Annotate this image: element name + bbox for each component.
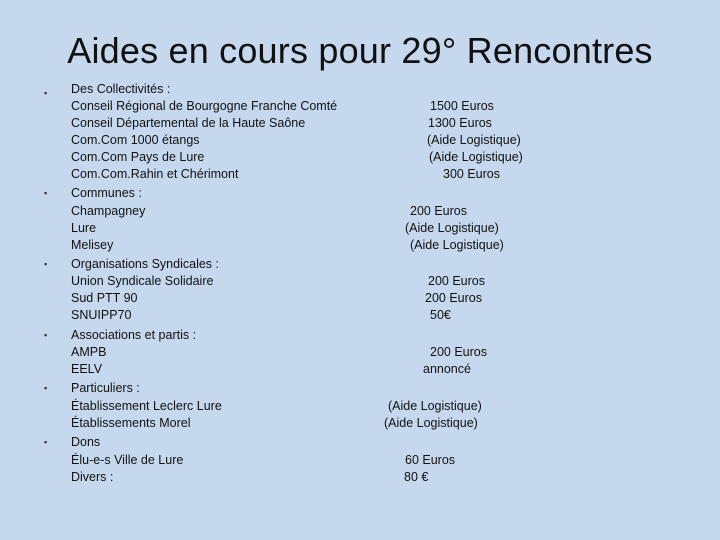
bullet-icon: ▪: [44, 188, 48, 198]
row-name: Champagney: [71, 204, 146, 218]
row-name: Conseil Régional de Bourgogne Franche Comté: [71, 99, 338, 113]
slide-title: Aides en cours pour 29° Rencontres: [67, 30, 653, 71]
row-amount: 80 €: [404, 470, 429, 484]
row-amount: 200 Euros: [430, 345, 487, 359]
row-name: AMPB: [71, 345, 107, 359]
row-name: Com.Com 1000 étangs: [71, 133, 200, 147]
bullet-icon: ▪: [44, 88, 48, 98]
section-heading-particuliers: Particuliers :: [71, 381, 140, 395]
section-heading-dons: Dons: [71, 435, 101, 449]
bullet-icon: ▪: [44, 437, 48, 447]
row-name: Sud PTT 90: [71, 291, 138, 305]
row-name: Lure: [71, 221, 97, 235]
row-amount: 50€: [430, 308, 451, 322]
row-amount: 300 Euros: [443, 167, 500, 181]
bullet-icon: ▪: [44, 383, 48, 393]
row-name: Com.Com Pays de Lure: [71, 150, 205, 164]
row-name: Établissement Leclerc Lure: [71, 399, 222, 413]
section-heading-syndicats: Organisations Syndicales :: [71, 257, 219, 271]
bullet-icon: ▪: [44, 259, 48, 269]
row-name: Union Syndicale Solidaire: [71, 274, 214, 288]
row-amount: (Aide Logistique): [384, 416, 478, 430]
row-amount: annoncé: [423, 362, 471, 376]
section-heading-communes: Communes :: [71, 186, 142, 200]
bullet-icon: ▪: [44, 330, 48, 340]
row-amount: 1500 Euros: [430, 99, 494, 113]
row-amount: (Aide Logistique): [388, 399, 482, 413]
row-amount: 200 Euros: [425, 291, 482, 305]
row-amount: (Aide Logistique): [410, 238, 504, 252]
row-amount: 200 Euros: [428, 274, 485, 288]
section-heading-associations: Associations et partis :: [71, 328, 197, 342]
row-amount: (Aide Logistique): [427, 133, 521, 147]
row-amount: 1300 Euros: [428, 116, 492, 130]
row-amount: 60 Euros: [405, 453, 456, 467]
row-name: Élu-e-s Ville de Lure: [71, 453, 184, 467]
row-amount: 200 Euros: [410, 204, 467, 218]
row-name: Melisey: [71, 238, 114, 252]
row-name: Divers :: [71, 470, 114, 484]
row-amount: (Aide Logistique): [429, 150, 523, 164]
row-name: EELV: [71, 362, 103, 376]
row-name: SNUIPP70: [71, 308, 132, 322]
row-name: Conseil Départemental de la Haute Saône: [71, 116, 306, 130]
row-name: Com.Com.Rahin et Chérimont: [71, 167, 239, 181]
row-name: Établissements Morel: [71, 416, 191, 430]
section-heading-collectivites: Des Collectivités :: [71, 82, 171, 96]
row-amount: (Aide Logistique): [405, 221, 499, 235]
